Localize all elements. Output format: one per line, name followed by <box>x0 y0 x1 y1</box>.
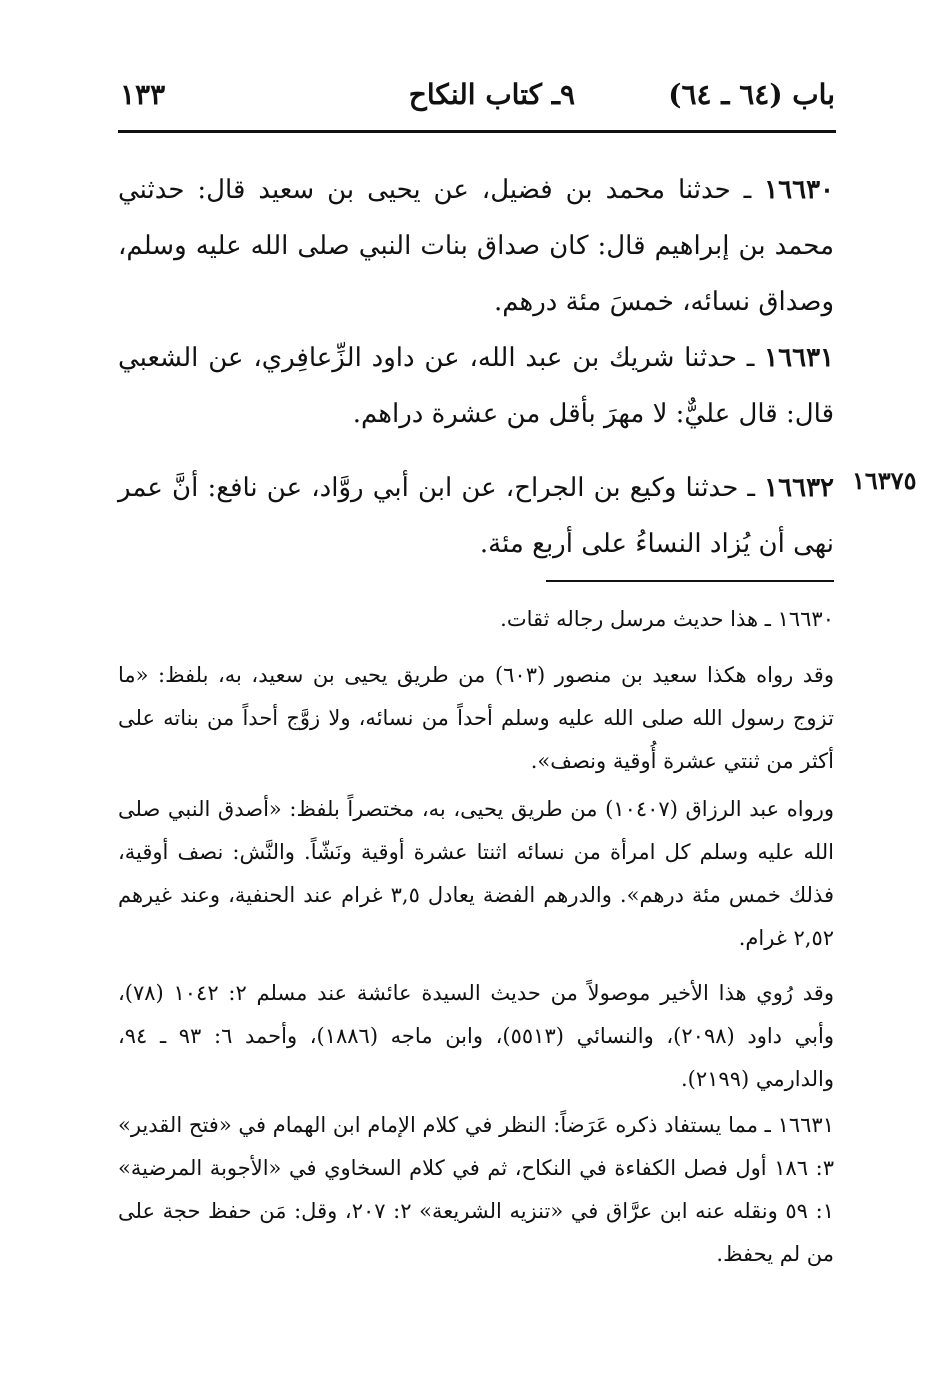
margin-reference-number: ١٦٣٧٥ <box>852 466 917 495</box>
book-title: ٩ـ كتاب النكاح <box>408 78 575 111</box>
chapter-heading: باب (٦٤ ـ ٦٤) <box>668 78 835 111</box>
header-rule <box>118 130 836 133</box>
footnote-paragraph: وقد رواه هكذا سعيد بن منصور (٦٠٣) من طريق يحيى بن سعيد، به، بلفظ: «ما تزوج رسول الله صلى الله عليه وسلم أحداً من نسائه، ولا زوَّج أحداً من بناته على أكثر من ثنتي عشرة أُوقية ونصف». <box>118 663 834 773</box>
hadith-number: ١٦٦٣٠ <box>764 175 834 205</box>
hadith-16631 <box>118 330 834 442</box>
hadith-number: ١٦٦٣١ <box>764 343 834 373</box>
hadith-number: ١٦٦٣٢ <box>764 473 834 503</box>
footnote-paragraph: ١٦٦٣١ ـ مما يستفاد ذكره عَرَضاً: النظر في كلام الإمام ابن الهمام في «فتح القدير» ٣: ١٨٦ أول فصل الكفاءة في النكاح، ثم في كلام السخاوي في «الأجوبة المرضية» ١: ٥٩ ونقله عنه ابن عرَّاق في «تنزيه الشريعة» ٢: ٢٠٧، وقل: مَن حفظ حجة على من لم يحفظ. <box>118 1113 834 1266</box>
page-number: ١٣٣ <box>120 78 166 111</box>
footnote-separator <box>546 580 834 582</box>
footnote-paragraph: ورواه عبد الرزاق (١٠٤٠٧) من طريق يحيى، به، مختصراً بلفظ: «أصدق النبي صلى الله عليه وسلم كل امرأة من نسائه اثنتا عشرة أوقية ونَشّاً. والنَّش: نصف أوقية، فذلك خمس مئة درهم». والدرهم الفضة يعادل ٣,٥ غرام عند الحنفية، وعند غيرهم ٢,٥٢ غرام. <box>118 797 835 950</box>
hadith-text: ـ حدثنا وكيع بن الجراح، عن ابن أبي روَّاد، عن نافع: أنَّ عمر نهى أن يُزاد النساءُ على أربع مئة. <box>118 473 834 559</box>
footnote-paragraph: وقد رُوي هذا الأخير موصولاً من حديث السيدة عائشة عند مسلم ٢: ١٠٤٢ (٧٨)، وأبي داود (٢٠٩٨)، والنسائي (٥٥١٣)، وابن ماجه (١٨٨٦)، وأحمد ٦: ٩٣ ـ ٩٤، والدارمي (٢١٩٩). <box>118 981 834 1091</box>
hadith-16632 <box>118 460 834 572</box>
hadith-text: ـ حدثنا شريك بن عبد الله، عن داود الزِّعافِري، عن الشعبي قال: قال عليٌّ: لا مهرَ بأقل من عشرة دراهم. <box>118 343 834 429</box>
footnote-paragraph: ١٦٦٣٠ ـ هذا حديث مرسل رجاله ثقات. <box>500 607 834 631</box>
hadith-text: ـ حدثنا محمد بن فضيل، عن يحيى بن سعيد قال: حدثني محمد بن إبراهيم قال: كان صداق بنات النبي صلى الله عليه وسلم، وصداق نسائه، خمسَ مئة درهم. <box>118 175 834 317</box>
running-header <box>120 78 835 122</box>
hadith-16630 <box>118 162 834 330</box>
